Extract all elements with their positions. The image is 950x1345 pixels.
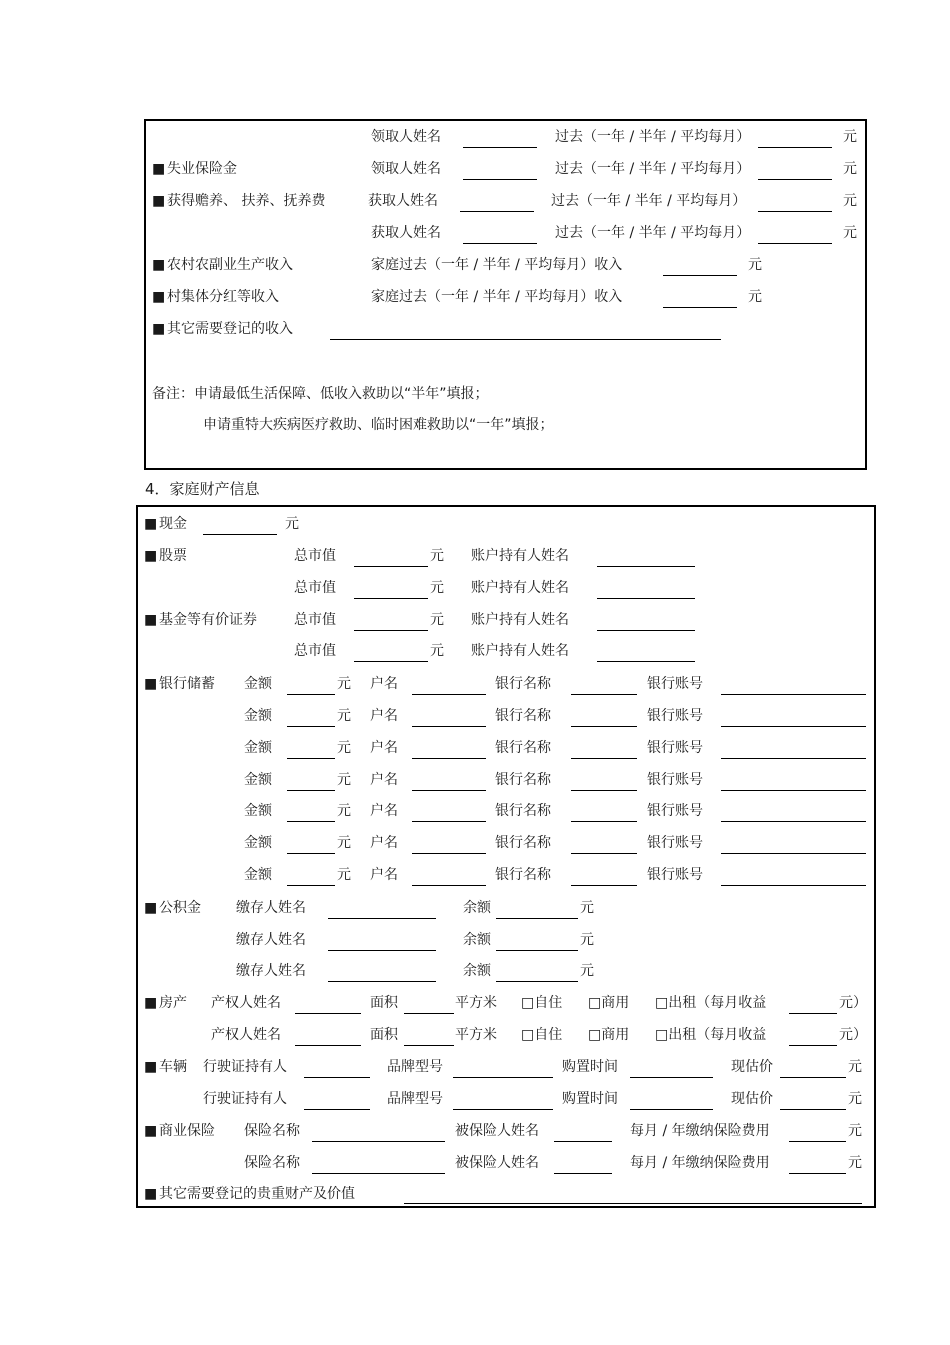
account-holder-label: 账户持有人姓名 (471, 548, 569, 564)
insurance-name-field[interactable] (312, 1173, 445, 1174)
owner-field[interactable] (295, 1045, 361, 1046)
bank-name-label: 银行名称 (495, 867, 551, 883)
balance-label: 余额 (463, 932, 491, 948)
obtainer-name-field[interactable] (460, 211, 534, 212)
unit-yuan: 元 (337, 803, 351, 819)
unit-yuan: 元 (748, 289, 762, 305)
account-name-field[interactable] (412, 821, 486, 822)
premium-label: 每月 / 年缴纳保险费用 (630, 1123, 770, 1139)
village-dividend-label: 村集体分红等收入 (167, 289, 279, 305)
account-name-label: 户名 (370, 676, 398, 692)
square-bullet: ■ (152, 289, 166, 305)
unit-yuan: 元 (430, 548, 444, 564)
account-name-label: 户名 (370, 708, 398, 724)
unit-yuan: 元 (843, 225, 857, 241)
market-value-label: 总市值 (294, 580, 336, 596)
bank-account-label: 银行账号 (647, 803, 703, 819)
bank-savings-label: 银行储蓄 (159, 676, 215, 692)
square-bullet: ■ (144, 900, 158, 916)
insured-name-label: 被保险人姓名 (455, 1155, 539, 1171)
bank-account-label: 银行账号 (647, 740, 703, 756)
depositor-field[interactable] (328, 918, 436, 919)
square-bullet: ■ (144, 1059, 158, 1075)
provident-fund-label: 公积金 (159, 900, 201, 916)
obtainer-name-field[interactable] (463, 243, 537, 244)
bank-name-field[interactable] (571, 853, 637, 854)
unit-yuan: 元 (337, 740, 351, 756)
recipient-name-label: 领取人姓名 (371, 129, 441, 145)
bank-account-label: 银行账号 (647, 835, 703, 851)
bank-account-label: 银行账号 (647, 867, 703, 883)
current-value-label: 现估价 (731, 1091, 773, 1107)
amount-field[interactable] (287, 790, 335, 791)
square-bullet: ■ (144, 1123, 158, 1139)
unit-yuan: 元 (580, 963, 594, 979)
owner-label: 产权人姓名 (211, 1027, 281, 1043)
balance-field[interactable] (496, 981, 578, 982)
balance-field[interactable] (496, 950, 578, 951)
recipient-name-field[interactable] (463, 179, 537, 180)
recipient-name-label: 领取人姓名 (371, 161, 441, 177)
unit-yuan: 元 (848, 1091, 862, 1107)
amount-field[interactable] (663, 307, 737, 308)
unit-yuan: 元 (848, 1059, 862, 1075)
license-holder-label: 行驶证持有人 (203, 1091, 287, 1107)
amount-field[interactable] (287, 821, 335, 822)
square-bullet: ■ (152, 161, 166, 177)
account-name-label: 户名 (370, 740, 398, 756)
account-name-field[interactable] (412, 758, 486, 759)
account-name-field[interactable] (412, 853, 486, 854)
unit-yuan: 元 (430, 612, 444, 628)
square-bullet: ■ (144, 1186, 158, 1202)
square-bullet: ■ (152, 321, 166, 337)
depositor-label: 缴存人姓名 (236, 932, 306, 948)
area-field[interactable] (404, 1013, 454, 1014)
self-use-checkbox[interactable]: □自住 (521, 1027, 563, 1043)
amount-label: 金额 (244, 740, 272, 756)
balance-label: 余额 (463, 963, 491, 979)
account-holder-field[interactable] (597, 598, 695, 599)
amount-field[interactable] (287, 885, 335, 886)
self-use-checkbox[interactable]: □自住 (521, 995, 563, 1011)
bank-name-field[interactable] (571, 790, 637, 791)
section-heading: 4．家庭财产信息 (145, 480, 260, 498)
insured-name-label: 被保险人姓名 (455, 1123, 539, 1139)
unit-yuan: 元 (430, 580, 444, 596)
amount-label: 金额 (244, 772, 272, 788)
balance-label: 余额 (463, 900, 491, 916)
unit-yuan: 元 (848, 1155, 862, 1171)
bank-name-field[interactable] (571, 885, 637, 886)
unit-yuan: 元 (337, 772, 351, 788)
bank-account-label: 银行账号 (647, 772, 703, 788)
bank-name-label: 银行名称 (495, 835, 551, 851)
past-period-label: 过去（一年 / 半年 / 平均每月） (555, 161, 751, 177)
market-value-field[interactable] (354, 661, 428, 662)
bank-account-field[interactable] (721, 885, 866, 886)
amount-label: 金额 (244, 708, 272, 724)
account-name-field[interactable] (412, 694, 486, 695)
commercial-checkbox[interactable]: □商用 (588, 1027, 630, 1043)
account-name-field[interactable] (412, 790, 486, 791)
account-name-label: 户名 (370, 803, 398, 819)
owner-field[interactable] (295, 1013, 361, 1014)
account-name-label: 户名 (370, 772, 398, 788)
bank-account-field[interactable] (721, 853, 866, 854)
market-value-label: 总市值 (294, 643, 336, 659)
unit-yuan: 元 (337, 676, 351, 692)
other-income-label: 其它需要登记的收入 (167, 321, 293, 337)
account-holder-label: 账户持有人姓名 (471, 580, 569, 596)
bank-name-field[interactable] (571, 758, 637, 759)
market-value-label: 总市值 (294, 548, 336, 564)
amount-field[interactable] (287, 694, 335, 695)
valuables-label: 其它需要登记的贵重财产及价值 (159, 1186, 355, 1202)
note-line-2: 申请重特大疾病医疗救助、临时困难救助以“一年”填报； (203, 417, 554, 433)
premium-field[interactable] (789, 1141, 846, 1142)
area-field[interactable] (404, 1045, 454, 1046)
square-bullet: ■ (144, 516, 158, 532)
unit-yuan: 元 (843, 161, 857, 177)
amount-field[interactable] (758, 243, 832, 244)
area-label: 面积 (370, 1027, 398, 1043)
bank-name-label: 银行名称 (495, 803, 551, 819)
sqm-unit: 平方米 (455, 1027, 497, 1043)
bank-name-field[interactable] (571, 694, 637, 695)
household-past-period-label: 家庭过去（一年 / 半年 / 平均每月）收入 (371, 257, 623, 273)
amount-label: 金额 (244, 867, 272, 883)
account-name-label: 户名 (370, 867, 398, 883)
unit-yuan: 元 (430, 643, 444, 659)
unit-yuan: 元 (748, 257, 762, 273)
premium-label: 每月 / 年缴纳保险费用 (630, 1155, 770, 1171)
insured-name-field[interactable] (554, 1141, 612, 1142)
brand-model-field[interactable] (453, 1109, 553, 1110)
amount-field[interactable] (287, 853, 335, 854)
rural-income-label: 农村农副业生产收入 (167, 257, 293, 273)
license-holder-field[interactable] (304, 1077, 370, 1078)
amount-field[interactable] (758, 179, 832, 180)
unit-yuan: 元 (337, 867, 351, 883)
square-bullet: ■ (152, 257, 166, 273)
square-bullet: ■ (152, 193, 166, 209)
unit-yuan: 元 (843, 193, 857, 209)
recipient-name-field[interactable] (463, 147, 537, 148)
bank-account-field[interactable] (721, 726, 866, 727)
bank-name-label: 银行名称 (495, 740, 551, 756)
past-period-label: 过去（一年 / 半年 / 平均每月） (551, 193, 747, 209)
bank-account-field[interactable] (721, 758, 866, 759)
house-label: 房产 (159, 995, 187, 1011)
obtainer-name-label: 获取人姓名 (368, 193, 438, 209)
yuan-close: 元） (839, 995, 867, 1011)
bank-account-field[interactable] (721, 821, 866, 822)
insurance-label: 商业保险 (159, 1123, 215, 1139)
sqm-unit: 平方米 (455, 995, 497, 1011)
unit-yuan: 元 (285, 516, 299, 532)
unit-yuan: 元 (337, 835, 351, 851)
bank-name-label: 银行名称 (495, 772, 551, 788)
account-name-field[interactable] (412, 885, 486, 886)
insured-name-field[interactable] (554, 1173, 612, 1174)
bank-name-label: 银行名称 (495, 708, 551, 724)
obtainer-name-label: 获取人姓名 (371, 225, 441, 241)
depositor-field[interactable] (328, 950, 436, 951)
support-income-label: 获得赡养、 扶养、抚养费 (167, 193, 326, 209)
unemployment-label: 失业保险金 (167, 161, 237, 177)
amount-field[interactable] (663, 275, 737, 276)
current-value-label: 现估价 (731, 1059, 773, 1075)
bank-name-field[interactable] (571, 821, 637, 822)
rent-checkbox[interactable]: □出租（每月收益 (655, 995, 767, 1011)
other-income-field[interactable] (330, 339, 721, 340)
commercial-checkbox[interactable]: □商用 (588, 995, 630, 1011)
account-holder-label: 账户持有人姓名 (471, 643, 569, 659)
premium-field[interactable] (789, 1173, 846, 1174)
insurance-name-label: 保险名称 (244, 1123, 300, 1139)
amount-field[interactable] (287, 726, 335, 727)
purchase-time-field[interactable] (630, 1077, 713, 1078)
owner-label: 产权人姓名 (211, 995, 281, 1011)
past-period-label: 过去（一年 / 半年 / 平均每月） (555, 225, 751, 241)
market-value-label: 总市值 (294, 612, 336, 628)
account-holder-field[interactable] (597, 630, 695, 631)
securities-label: 基金等有价证券 (159, 612, 257, 628)
account-name-field[interactable] (412, 726, 486, 727)
current-value-field[interactable] (780, 1109, 846, 1110)
rent-income-field[interactable] (789, 1013, 837, 1014)
amount-label: 金额 (244, 835, 272, 851)
market-value-field[interactable] (354, 566, 428, 567)
bank-account-field[interactable] (721, 790, 866, 791)
insurance-name-field[interactable] (312, 1141, 445, 1142)
unit-yuan: 元 (580, 900, 594, 916)
cash-field[interactable] (203, 534, 277, 535)
depositor-label: 缴存人姓名 (236, 963, 306, 979)
square-bullet: ■ (144, 612, 158, 628)
household-past-period-label: 家庭过去（一年 / 半年 / 平均每月）收入 (371, 289, 623, 305)
unit-yuan: 元 (337, 708, 351, 724)
bank-account-label: 银行账号 (647, 708, 703, 724)
account-holder-field[interactable] (597, 566, 695, 567)
account-holder-label: 账户持有人姓名 (471, 612, 569, 628)
stock-label: 股票 (159, 548, 187, 564)
note-line-1: 备注：申请最低生活保障、低收入救助以“半年”填报； (152, 386, 489, 402)
depositor-field[interactable] (328, 981, 436, 982)
license-holder-label: 行驶证持有人 (203, 1059, 287, 1075)
purchase-time-label: 购置时间 (562, 1091, 618, 1107)
amount-field[interactable] (758, 211, 832, 212)
account-holder-field[interactable] (597, 661, 695, 662)
bank-name-field[interactable] (571, 726, 637, 727)
account-name-label: 户名 (370, 835, 398, 851)
unit-yuan: 元 (848, 1123, 862, 1139)
cash-label: 现金 (159, 516, 187, 532)
current-value-field[interactable] (780, 1077, 846, 1078)
square-bullet: ■ (144, 995, 158, 1011)
purchase-time-label: 购置时间 (562, 1059, 618, 1075)
square-bullet: ■ (144, 548, 158, 564)
brand-model-label: 品牌型号 (387, 1091, 443, 1107)
unit-yuan: 元 (843, 129, 857, 145)
purchase-time-field[interactable] (630, 1109, 713, 1110)
amount-label: 金额 (244, 803, 272, 819)
brand-model-label: 品牌型号 (387, 1059, 443, 1075)
amount-field[interactable] (287, 758, 335, 759)
square-bullet: ■ (144, 676, 158, 692)
rent-checkbox[interactable]: □出租（每月收益 (655, 1027, 767, 1043)
license-holder-field[interactable] (304, 1109, 370, 1110)
vehicle-label: 车辆 (159, 1059, 187, 1075)
valuables-field[interactable] (404, 1203, 862, 1204)
amount-label: 金额 (244, 676, 272, 692)
area-label: 面积 (370, 995, 398, 1011)
rent-income-field[interactable] (789, 1045, 837, 1046)
unit-yuan: 元 (580, 932, 594, 948)
market-value-field[interactable] (354, 630, 428, 631)
past-period-label: 过去（一年 / 半年 / 平均每月） (555, 129, 751, 145)
brand-model-field[interactable] (453, 1077, 553, 1078)
bank-account-label: 银行账号 (647, 676, 703, 692)
bank-name-label: 银行名称 (495, 676, 551, 692)
yuan-close: 元） (839, 1027, 867, 1043)
balance-field[interactable] (496, 918, 578, 919)
amount-field[interactable] (758, 147, 832, 148)
insurance-name-label: 保险名称 (244, 1155, 300, 1171)
market-value-field[interactable] (354, 598, 428, 599)
depositor-label: 缴存人姓名 (236, 900, 306, 916)
bank-account-field[interactable] (721, 694, 866, 695)
